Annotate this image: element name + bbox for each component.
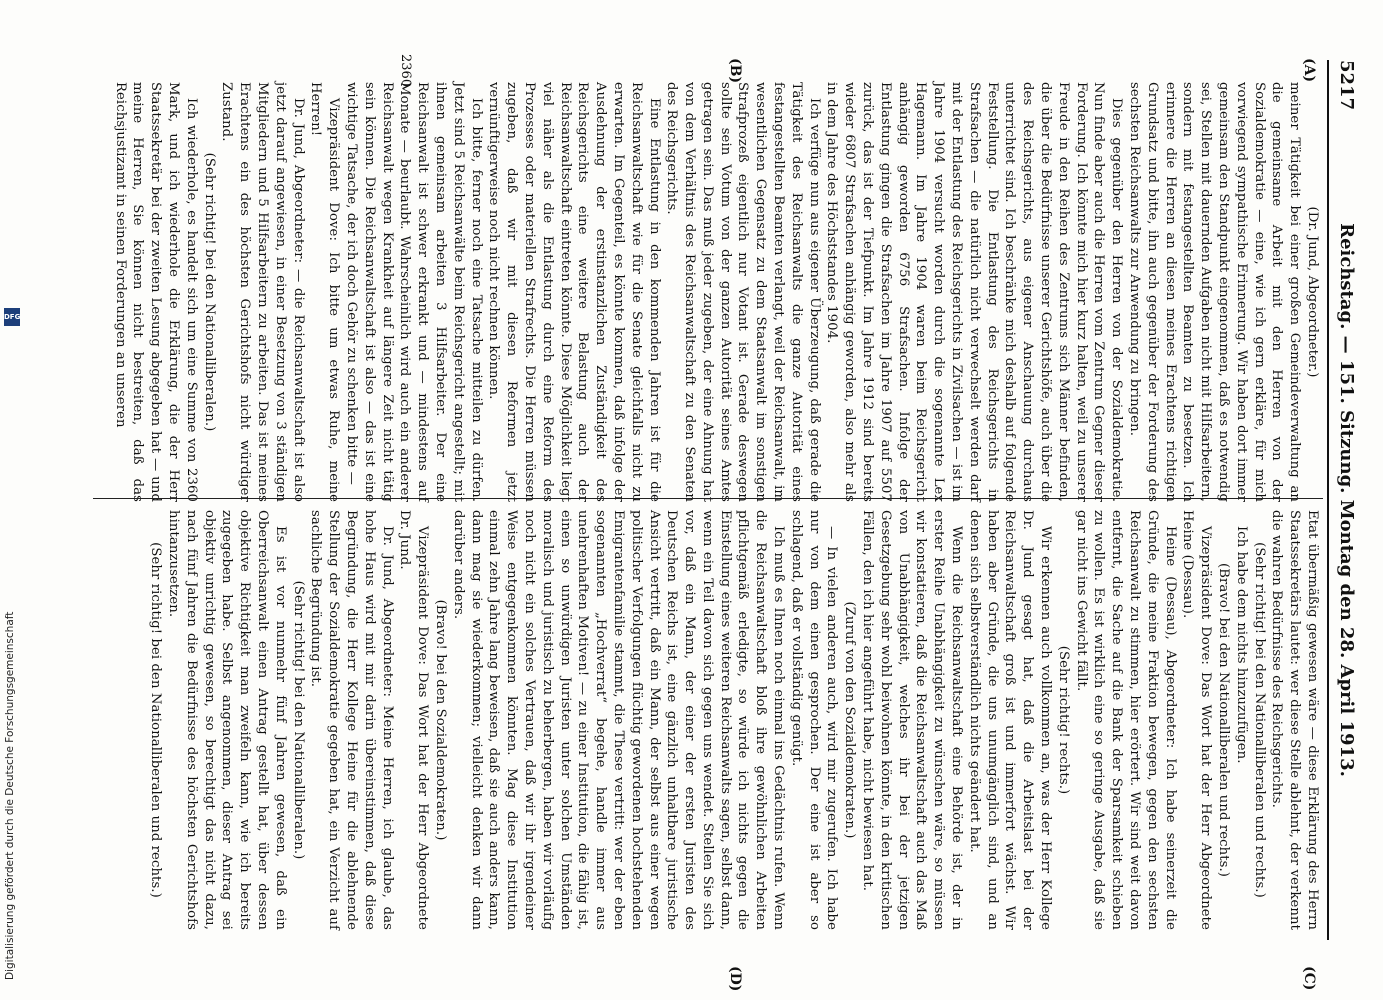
paragraph: Eine Entlastung in den kommenden Jahren ist für die Reichsanwaltschaft wie für die Senate gleichfalls nicht zu erwarten. Im Gegenteil, es könnte kommen, daß infolge der Ausdehnung der erstinstanzlichen Zuständigkeit des Reichsgerichts eine weitere Belastung auch der Reichsanwaltschaft eintreten könnte. Diese Möglichkeit liegt viel näher als die Entlastung durch eine Reform des Prozesses oder materiellen Strafrechts. Die Herren müssen zugeben, daß wir mit diesen Reformen jetzt vernünftigerweise noch nicht rechnen können. [486, 82, 662, 502]
applause-note: (Sehr richtig! bei den Nationalliberalen.) [201, 152, 217, 432]
interjection: Vizepräsident Dove: Ich bitte um etwas Ruhe, meine Herren! [308, 82, 342, 502]
paragraph: Wenn die Reichsanwaltschaft eine Behörde ist, der in erster Reihe Unabhängigkeit zu wünschen wäre, so müssen wir konstatieren, daß die Reichsanwaltschaft auch das Maß von Unabhängigkeit, welches ihr bei der jetzigen Gesetzgebung sehr wohl beiwohnen könnte, in den kritischen Fällen, den ich hier angeführt habe, nicht bewiesen hat. [860, 510, 965, 930]
margin-marker-b: (B) [727, 58, 743, 84]
interjection: Vizepräsident Dove: Das Wort hat der Herr Abgeordnete Heine (Dessau). [1180, 510, 1214, 930]
column-divider [93, 498, 1323, 499]
interjection: Vizepräsident Dove: Das Wort hat der Herr Abgeordnete Dr. Jund. [397, 510, 431, 930]
paragraph: Ich habe dem nichts hinzuzufügen. [1233, 526, 1249, 764]
applause-note: (Bravo! bei den Nationalliberalen und rechts.) [1216, 562, 1232, 878]
margin-marker-a: (A) [1301, 58, 1317, 83]
paragraph: Wir erkennen auch vollkommen an, was der Herr Kollege Dr. Jund gesagt hat, daß die Arbeitslast bei der Reichsanwaltschaft groß ist und immerfort wächst. Wir haben aber Gründe, die uns unumgänglich sind, und an denen sich selbstverständlich nichts geändert hat. [966, 510, 1054, 930]
left-column [111, 82, 1321, 502]
paragraph: Ich bitte, ferner noch eine Tatsache mitteilen zu dürfen. Jetzt sind 5 Reichsanwälte beim Reichsgericht angestellt; mit ihnen gemeinsam arbeiten 3 Hilfsarbeiter. Der eine Reichsanwalt ist schwer erkrankt und — mindestens auf Monate — beurlaubt. Wahrscheinlich wird auch ein anderer Reichsanwalt wegen Krankheit auf längere Zeit nicht tätig sein können. Die Reichsanwaltschaft ist also — das ist eine wichtige Tatsache, der ich doch Gehör zu schenken bitte — [343, 82, 484, 502]
session-title: Reichstag. — 151. Sitzung. Montag den 28. April 1913. [1336, 223, 1357, 777]
margin-marker-d: (D) [727, 966, 743, 992]
margin-number: 2360 [398, 54, 413, 88]
paragraph: Ich wiederhole, es handelt sich um eine Summe von 2360 Mark, und ich wiederhole die Erklärung, die der Herr Staatssekretär bei der zweiten Lesung abgegeben hat — und meine Herren, Sie können nicht bestreiten, daß das Reichsjustizamt in seinen Forderungen an unseren [112, 82, 199, 502]
paragraph: meiner Tätigkeit bei einer großen Gemeindeverwaltung an die gemeinsame Arbeit mit den Herren von der Sozialdemokratie — eine, wie ich gern erkläre, für mich vorwiegend sympathische Erinnerung. Wir haben dort immer gemeinsam den Standpunkt eingenommen, daß es notwendig sei, Stellen mit dauernden Aufgaben nicht mit Hilfsarbeitern, sondern mit festangestellten Beamten zu besetzen. Ich erinnere die Herren an diesen meines Erachtens richtigen Grundsatz und bitte, ihn auch gegenüber der Forderung des sechsten Reichsanwalts zur Anwendung zu bringen. [1127, 82, 1303, 502]
paragraph: Dies gegenüber den Herren von der Sozialdemokratie. Nun finde aber auch die Herren vom Zentrum Gegner dieser Forderung. Ich könnte mich hier kurz halten, weil zu unserer Freude in den Reihen des Zentrums sich Männer befinden, die über die Bedürfnisse unserer Gerichtshöfe, auch über die des Reichsgerichts, aus eigener Anschauung durchaus unterrichtet sind. Ich beschränke mich deshalb auf folgende Feststellung. Die Entlastung des Reichsgerichts in Strafsachen — die natürlich nicht verwechselt werden darf mit der Entlastung des Reichsgerichts in Zivilsachen — ist im Jahre 1904 versucht worden durch die sogenannte Lex Hagemann. Im Jahre 1904 waren beim Reichsgericht anhängig geworden 6756 Strafsachen. Infolge der Entlastung gingen die Strafsachen im Jahre 1907 auf 5507 zurück, das ist der Tiefpunkt. Im Jahre 1912 sind bereits wieder 6807 Strafsachen anhängig geworden, also mehr als in dem Jahre des Höchststandes 1904. [824, 82, 1125, 502]
credit-text: Digitalisierung gefördert durch die Deutsche Forschungsgemeinschaft [4, 611, 16, 980]
paragraph: Es ist vor nunmehr fünf Jahren gewesen, daß ein Oberreichsanwalt einen Antrag gestellt hat, über dessen objektive Richtigkeit man zweifeln kann, wie ich bereits zugegeben habe. Selbst angenommen, dieser Antrag sei objektiv unrichtig gewesen, so berechtigt das nicht dazu, nach fünf Jahren die Bedürfnisse des höchsten Gerichtshofs hintanzusetzen. [166, 510, 288, 930]
paragraph: Etat übermäßig gewesen wäre — diese Erklärung des Herrn Staatssekretärs lautet: wer diese Stelle ablehnt, der verkennt die wahren Bedürfnisse des Reichsgerichts. [1269, 510, 1320, 930]
header-rule [1327, 60, 1329, 940]
paragraph: — In vielen anderen auch, wird mir zugerufen. Ich habe nur von dem einen gesprochen. Der eine ist aber so schlagend, daß er vollständig genügt. [788, 510, 840, 930]
paragraph: Dr. Jund, Abgeordneter: Meine Herren, ich glaube, das hohe Haus wird mit mir darin übereinstimmen, daß diese Begründung, die Herr Kollege Heine für die ablehnende Stellung der Sozialdemokratie gegeben hat, ein Verzicht auf sachliche Begründung ist. [308, 510, 395, 930]
speaker-tag: (Dr. Jund, Abgeordneter.) [1305, 206, 1320, 378]
applause-note: (Sehr richtig! bei den Nationalliberalen und rechts.) [148, 542, 164, 898]
right-column [146, 510, 1321, 930]
dfg-logo-icon: DFG [4, 308, 20, 326]
page-number: 5217 [1336, 60, 1357, 111]
applause-note: (Bravo! bei den Sozialdemokraten.) [432, 599, 448, 841]
paragraph: Ich verfüge nun aus eigener Überzeugung, daß gerade die Tätigkeit des Reichsanwalts die ganze Autorität eines festangestellten Beamten verlangt, weil der Reichsanwalt, im wesentlichen Gegensatz zu dem Staatsanwalt im sonstigen Strafprozeß eigentlich nur Votant ist. Gerade deswegen sollte sein Votum von der ganzen Autorität seines Amtes getragen sein. Das muß jeder zugeben, der eine Ahnung hat von dem Verhältnis des Reichsanwaltschaft zu den Senaten des Reichsgerichts. [664, 82, 822, 502]
applause-note: (Sehr richtig! bei den Nationalliberalen.) [290, 580, 306, 860]
margin-marker-c: (C) [1301, 966, 1317, 991]
paragraph: Ich muß es Ihnen noch einmal ins Gedächtnis rufen. Wenn die Reichsanwaltschaft bloß ihre gewöhnlichen Arbeiten pflichtgemäß erledigte, so würde ich nichts gegen die Einstellung eines weiteren Reichsanwalts sagen, selbst dann, wenn ein Teil davon sich gegen uns wendet. Stellen Sie sich vor, daß ein Mann, der einer der ersten Juristen des Deutschen Reichs ist, eine gänzlich unhaltbare juristische Ansicht vertritt, daß ein Mann, der selbst aus einer wegen politischer Verfolgungen flüchtig gewordenen hochstehenden Emigrantenfamilie stammt, die These vertritt: wer der eben sogenannten „Hochverrat“ begehe, handle immer aus unehrenhaften Motiven! — zu einer Institution, die fähig ist, einen so unwürdigen Juristen unter solchen Umständen moralisch und juristisch zu beherbergen, haben wir vorläufig noch nicht ein solches Vertrauen, daß wir ihr irgendeiner Weise entgegenkommen könnten. Mag diese Institution einmal zehn Jahre lang beweisen, daß sie auch anders kann, dann mag sie wiederkommen; vielleicht denken wir dann darüber anders. [450, 510, 787, 930]
applause-note: (Sehr richtig! rechts.) [1055, 645, 1071, 795]
applause-note: (Sehr richtig! bei den Nationalliberalen und rechts.) [1251, 542, 1267, 898]
page-header [1329, 60, 1363, 940]
paragraph: Dr. Jund, Abgeordneter: — die Reichsanwaltschaft ist also jetzt darauf angewiesen, in einer Besetzung von 3 ständigen Mitgliedern und 5 Hilfsarbeitern zu arbeiten. Das ist meines Erachtens ein des höchsten Gerichtshofs nicht würdiger Zustand. [219, 82, 306, 502]
applause-note: (Zuruf von den Sozialdemokraten.) [842, 601, 858, 839]
paragraph: Heine (Dessau), Abgeordneter: Ich habe seinerzeit die Gründe, die meine Fraktion bewegen, gegen den sechsten Reichsanwalt zu stimmen, hier erörtert. Wir sind weit davon entfernt, die Sache auf die Bank der Sparsamkeit schieben zu wollen. Es ist wirklich eine so geringe Ausgabe, daß sie gar nicht ins Gewicht fällt. [1073, 510, 1178, 930]
